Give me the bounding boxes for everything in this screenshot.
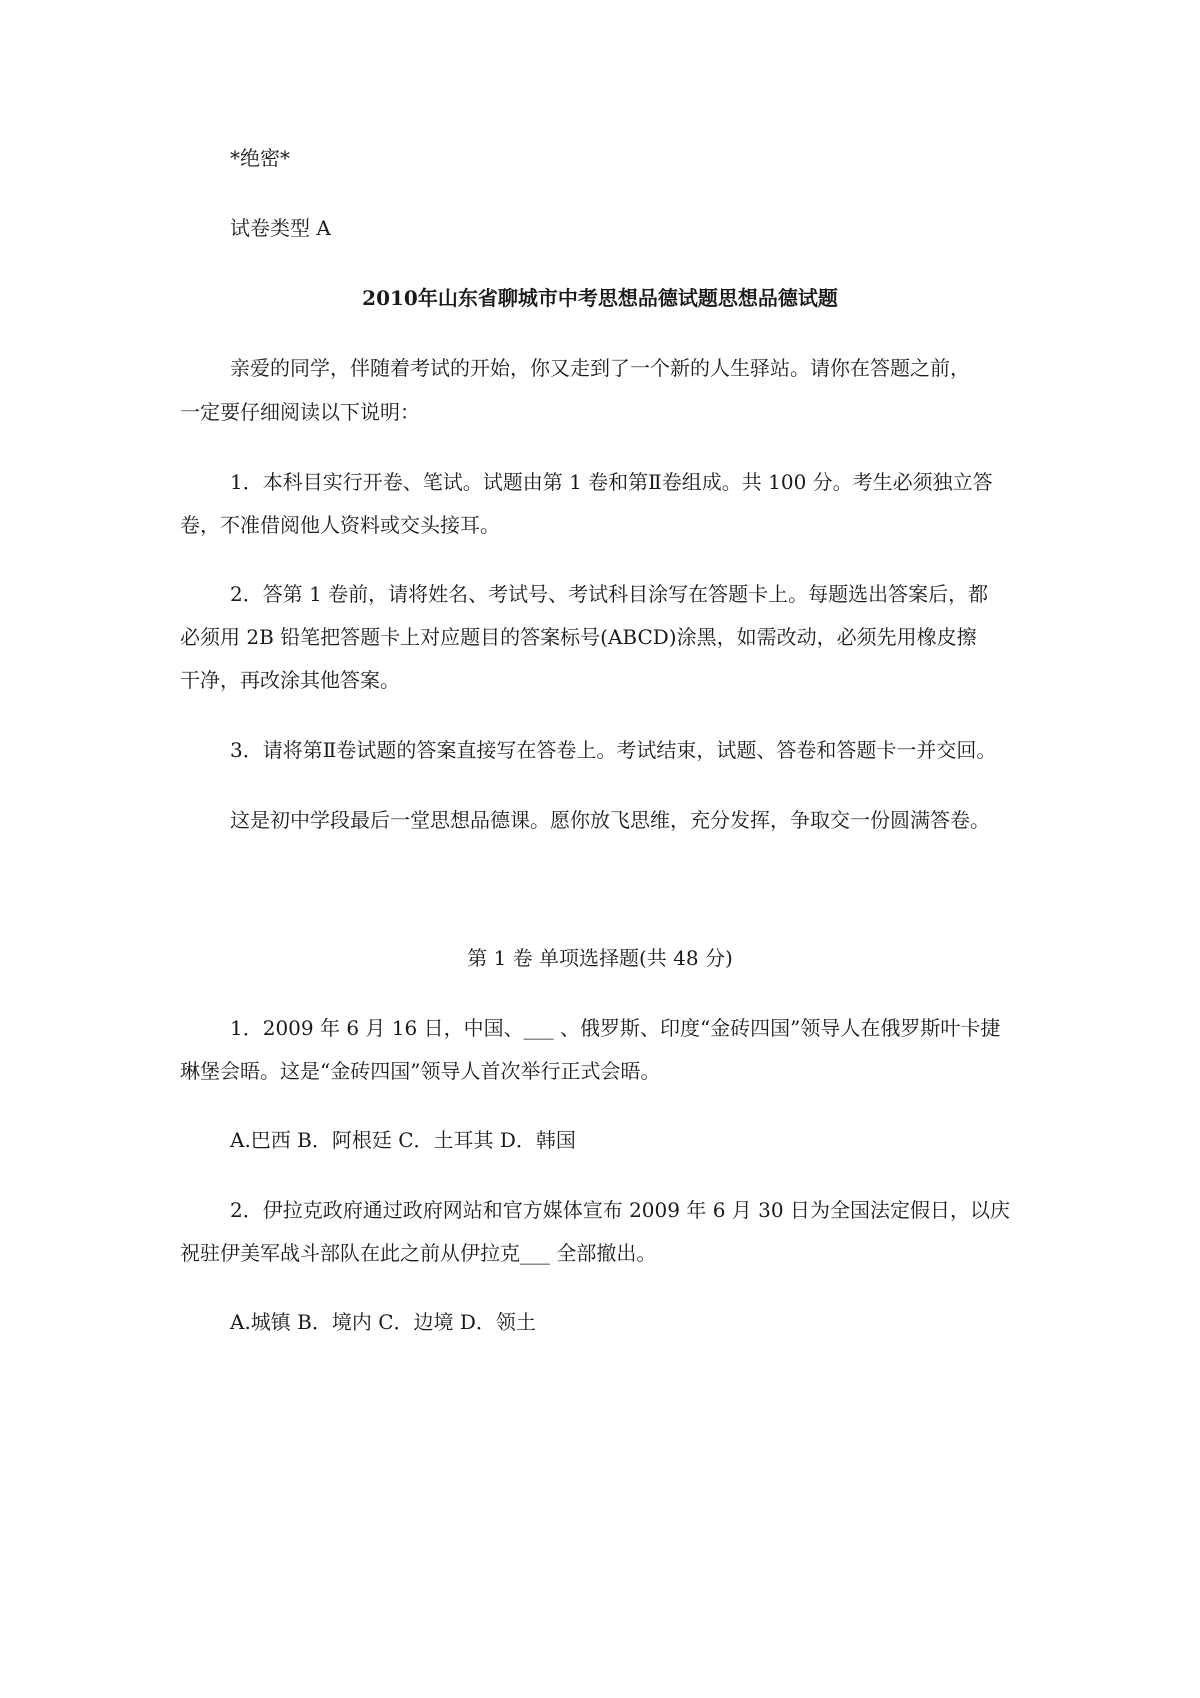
question-2-line-2: 祝驻伊美军战斗部队在此之前从伊拉克___ 全部撤出。 xyxy=(180,1241,657,1265)
instruction-2-line-1: 2．答第 1 卷前，请将姓名、考试号、考试科目涂写在答题卡上。每题选出答案后，都 xyxy=(230,582,989,606)
closing-text: 这是初中学段最后一堂思想品德课。愿你放飞思维，充分发挥，争取交一份圆满答卷。 xyxy=(230,808,990,832)
question-2-options: A.城镇 B．境内 C．边境 D．领土 xyxy=(230,1310,536,1334)
question-1-line-1: 1．2009 年 6 月 16 日，中国、___ 、俄罗斯、印度“金砖四国”领导人在俄罗斯叶卡捷 xyxy=(230,1016,1001,1040)
instruction-3-line-1: 3．请将第Ⅱ卷试题的答案直接写在答卷上。考试结束，试题、答卷和答题卡一并交回。 xyxy=(230,738,997,762)
question-2-line-1: 2．伊拉克政府通过政府网站和官方媒体宣布 2009 年 6 月 30 日为全国法定假日，以庆 xyxy=(230,1198,1010,1222)
paper-type: 试卷类型 A xyxy=(230,216,331,240)
question-1-options: A.巴西 B．阿根廷 C．土耳其 D．韩国 xyxy=(230,1128,576,1152)
instruction-2-line-3: 干净，再改涂其他答案。 xyxy=(180,668,400,692)
secret-mark: *绝密* xyxy=(230,146,290,170)
question-1-line-2: 琳堡会晤。这是“金砖四国”领导人首次举行正式会晤。 xyxy=(180,1059,661,1083)
intro-line-1: 亲爱的同学，伴随着考试的开始，你又走到了一个新的人生驿站。请你在答题之前， xyxy=(230,356,970,380)
instruction-1-line-2: 卷，不准借阅他人资料或交头接耳。 xyxy=(180,513,500,537)
section-title: 第 1 卷 单项选择题(共 48 分) xyxy=(467,946,733,970)
page-title: 2010年山东省聊城市中考思想品德试题思想品德试题 xyxy=(362,286,838,310)
intro-line-2: 一定要仔细阅读以下说明： xyxy=(180,400,420,424)
instruction-1-line-1: 1．本科目实行开卷、笔试。试题由第 1 卷和第Ⅱ卷组成。共 100 分。考生必须独立答 xyxy=(230,470,993,494)
instruction-2-line-2: 必须用 2B 铅笔把答题卡上对应题目的答案标号(ABCD)涂黑，如需改动，必须先用橡皮擦 xyxy=(180,625,977,649)
